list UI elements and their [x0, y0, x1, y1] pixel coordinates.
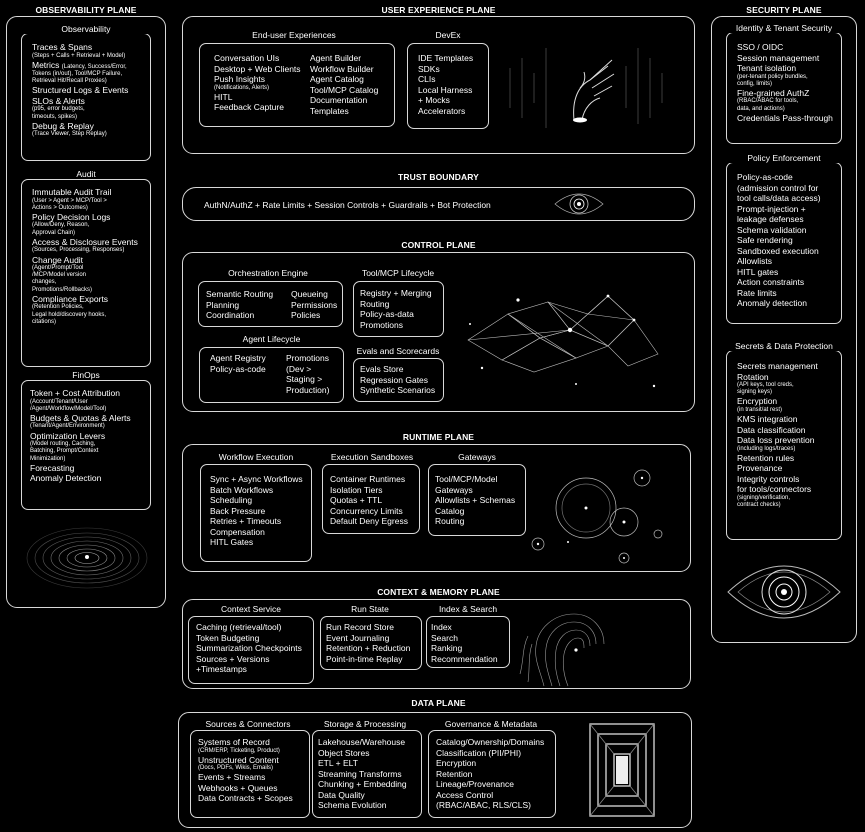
context-plane-title: CONTEXT & MEMORY PLANE — [377, 587, 500, 597]
list-item: Ranking — [431, 643, 463, 653]
list-item: ETL + ELT — [318, 758, 358, 768]
list-item: Anomaly detection — [737, 298, 807, 308]
tool-lifecycle-title: Tool/MCP Lifecycle — [361, 268, 435, 278]
devex-list — [418, 53, 473, 116]
list-item: Agent Registry — [210, 353, 266, 363]
governance-list — [436, 737, 544, 811]
tunnel-graphic — [576, 716, 672, 826]
sources-title: Sources & Connectors — [205, 719, 291, 729]
list-item: (Docs, PDFs, Wikis, Emails) — [198, 765, 273, 772]
runstate-list — [326, 622, 410, 664]
list-item: Prompt-injection + — [737, 203, 806, 214]
list-item: Scheduling — [210, 495, 253, 505]
list-item: SSO / OIDC — [737, 42, 784, 52]
list-item: HITL gates — [737, 266, 779, 277]
list-item: Policy-as-code — [737, 172, 793, 182]
list-item: Event Journaling — [326, 632, 390, 643]
list-item: Action constraints — [737, 277, 805, 287]
list-item: Summarization Checkpoints — [196, 643, 302, 653]
list-item: Lineage/Provenance — [436, 779, 514, 789]
list-item: KMS integration — [737, 414, 798, 425]
list-item: Policy-as-data — [360, 309, 414, 319]
runstate-title: Run State — [351, 604, 389, 614]
list-item: Budgets & Quotas & Alerts — [30, 412, 131, 423]
ux-plane-title: USER EXPERIENCE PLANE — [381, 5, 496, 15]
list-item: Promotions — [360, 319, 403, 330]
devex-title: DevEx — [435, 30, 461, 40]
identity-list — [737, 42, 833, 123]
list-item: Isolation Tiers — [330, 484, 383, 495]
list-item: (RBAC/ABAC, RLS/CLS) — [436, 800, 531, 810]
list-item: (signing/verification, — [737, 494, 791, 501]
robot-hand-graphic — [500, 28, 680, 140]
trust-boundary-text: AuthN/AuthZ + Rate Limits + Session Controls + Guardrails + Bot Protection — [204, 200, 491, 210]
workflow-list — [210, 474, 303, 548]
evals-list — [360, 364, 435, 396]
list-item: Fine-grained AuthZ — [737, 87, 810, 98]
agent-lifecycle-list-1 — [210, 353, 266, 374]
enduser-list-1 — [214, 53, 301, 113]
list-item: +Timestamps — [196, 664, 247, 674]
list-item: Schema Evolution — [318, 800, 387, 810]
list-item: SDKs — [418, 63, 440, 74]
context-service-title: Context Service — [221, 604, 281, 614]
list-item: config, limits) — [737, 80, 773, 87]
list-item: Systems of Record — [198, 737, 270, 747]
list-item: Sync + Async Workflows — [210, 474, 303, 484]
list-item: Secrets management — [737, 361, 818, 371]
index-list — [431, 622, 498, 664]
list-item: Templates — [310, 105, 349, 116]
list-item: (Model routing, Caching, — [30, 441, 96, 448]
list-item: HITL — [214, 91, 233, 102]
list-item: Streaming Transforms — [318, 768, 402, 779]
list-item: Legal hold/discovery hooks, — [32, 311, 107, 318]
list-item: Conversation UIs — [214, 53, 280, 63]
list-item: (Retention Policies, — [32, 304, 84, 311]
list-item: Change Audit — [32, 254, 84, 265]
list-item: Debug & Replay — [32, 120, 94, 131]
list-item: (Agent/Prompt/Tool — [32, 265, 84, 272]
list-item: /MCP/Model version — [32, 272, 87, 279]
list-item: Recommendation — [431, 653, 498, 664]
list-item: CLIs — [418, 74, 436, 84]
circles-graphic — [528, 462, 688, 566]
list-item: Container Runtimes — [330, 474, 406, 484]
enduser-title: End-user Experiences — [252, 30, 336, 40]
list-item: Queueing — [291, 289, 328, 299]
list-item: Metrics (Latency, Success/Error, — [32, 59, 127, 70]
list-item: Feedback Capture — [214, 102, 284, 113]
list-item: HITL Gates — [210, 537, 254, 547]
list-item: changes, — [32, 279, 57, 286]
list-item: Synthetic Scenarios — [360, 385, 436, 395]
list-item: Encryption — [436, 758, 477, 768]
list-item: Batching, Prompt/Context — [30, 448, 99, 455]
list-item: Unstructured Content — [198, 754, 279, 765]
list-item: Tokens (in/out), Tool/MCP Failure, — [32, 70, 123, 77]
list-item: Schema validation — [737, 224, 807, 235]
list-item: leakage defenses — [737, 214, 804, 224]
list-item: Batch Workflows — [210, 484, 274, 495]
list-item: Promotions — [286, 353, 329, 363]
list-item: Planning — [206, 299, 240, 310]
list-item: Accelerators — [418, 105, 466, 116]
mesh-graphic — [458, 262, 688, 402]
list-item: Point-in-time Replay — [326, 653, 403, 664]
gateways-list — [435, 474, 515, 527]
security-eye-icon — [724, 550, 844, 634]
list-item: (RBAC/ABAC for tools, — [737, 98, 799, 105]
list-item: Object Stores — [318, 747, 370, 758]
list-item: (Trace Viewer, Step Replay) — [32, 131, 107, 138]
index-title: Index & Search — [438, 604, 498, 614]
policy-section-title: Policy Enforcement — [722, 153, 846, 163]
policy-list — [737, 172, 821, 309]
list-item: Coordination — [206, 310, 255, 320]
list-item: (User > Agent > MCP/Tool > — [32, 197, 107, 204]
list-item: Provenance — [737, 463, 783, 474]
list-item: Access & Disclosure Events — [32, 236, 138, 247]
list-item: Agent Catalog — [310, 74, 364, 84]
list-item: Session management — [737, 52, 820, 63]
list-item: Registry + Merging — [360, 288, 432, 298]
list-item: Retention — [436, 768, 473, 779]
list-item: Optimization Levers — [30, 430, 106, 441]
list-item: Gateways — [435, 484, 473, 495]
list-item: Allowlists — [737, 256, 772, 266]
enduser-list-2 — [310, 53, 378, 116]
eye-icon — [551, 186, 607, 222]
list-item: Promotions/Rollbacks) — [32, 286, 93, 293]
orchestration-title: Orchestration Engine — [228, 268, 308, 278]
list-item: Structured Logs & Events — [32, 85, 129, 96]
evals-title: Evals and Scorecards — [356, 346, 440, 356]
context-service-list — [196, 622, 302, 675]
agent-lifecycle-title: Agent Lifecycle — [242, 334, 301, 344]
list-item: Rate limits — [737, 287, 777, 298]
list-item: citations) — [32, 318, 57, 325]
list-item: tool calls/data access) — [737, 193, 821, 203]
finops-list — [30, 388, 131, 484]
list-item: Tenant isolation — [737, 63, 797, 73]
list-item: Caching (retrieval/tool) — [196, 622, 282, 632]
list-item: Compliance Exports — [32, 293, 109, 304]
list-item: for tools/connectors — [737, 484, 812, 495]
secrets-section-title: Secrets & Data Protection — [722, 341, 846, 351]
list-item: Regression Gates — [360, 374, 429, 385]
observability-list — [32, 42, 128, 138]
list-item: Workflow Builder — [310, 63, 374, 74]
list-item: Integrity controls — [737, 473, 800, 484]
list-item: Catalog — [435, 505, 465, 516]
list-item: Search — [431, 632, 458, 643]
list-item: signing keys) — [737, 389, 773, 396]
list-item: /Agent/Workflow/Model/Tool) — [30, 405, 107, 412]
list-item: Routing — [360, 298, 390, 309]
list-item: Actions > Outcomes) — [32, 204, 88, 211]
list-item: Events + Streams — [198, 772, 266, 783]
list-item: (per-tenant policy bundles, — [737, 73, 808, 80]
list-item: Traces & Spans — [32, 42, 93, 52]
list-item: Run Record Store — [326, 622, 395, 632]
list-item: Concurrency Limits — [330, 505, 403, 516]
secrets-list — [737, 361, 818, 509]
list-item: Local Harness — [418, 84, 473, 95]
list-item: (Notifications, Alerts) — [214, 84, 270, 91]
list-item: (Steps + Calls + Retrieval + Model) — [32, 52, 126, 59]
storage-list — [318, 737, 407, 811]
orchestration-list-1 — [206, 289, 273, 321]
gateways-title: Gateways — [458, 452, 496, 462]
audit-section-title: Audit — [21, 169, 151, 179]
list-item: (in transit/at rest) — [737, 406, 783, 413]
observability-section-title: Observability — [21, 24, 151, 34]
list-item: Sandboxed execution — [737, 245, 819, 256]
governance-title: Governance & Metadata — [444, 719, 538, 729]
list-item: Token Budgeting — [196, 632, 260, 643]
list-item: Quotas + TTL — [330, 495, 383, 505]
list-item: (Tenant/Agent/Environment) — [30, 423, 105, 430]
list-item: Staging > — [286, 374, 323, 384]
list-item: Retrieval Hit/Recall Proxies) — [32, 78, 107, 85]
list-item: Forecasting — [30, 462, 75, 473]
list-item: Approval Chain) — [32, 229, 76, 236]
identity-section-title: Identity & Tenant Security — [722, 23, 846, 33]
list-item: contract checks) — [737, 502, 781, 509]
list-item: Safe rendering — [737, 235, 793, 245]
list-item: Encryption — [737, 396, 778, 407]
list-item: Evals Store — [360, 364, 404, 374]
finops-section-title: FinOps — [21, 370, 151, 380]
list-item: Classification (PII/PHI) — [436, 747, 522, 758]
security-plane-title: SECURITY PLANE — [746, 5, 822, 15]
list-item: Immutable Audit Trail — [32, 187, 112, 197]
list-item: Data Contracts + Scopes — [198, 793, 293, 804]
list-item: Tool/MCP/Model — [435, 474, 498, 484]
list-item: Policy Decision Logs — [32, 211, 111, 222]
list-item: Minimization) — [30, 455, 66, 462]
list-item: Back Pressure — [210, 505, 266, 516]
data-plane-title: DATA PLANE — [411, 698, 466, 708]
list-item: (Account/Tenant/User — [30, 398, 88, 405]
storage-title: Storage & Processing — [323, 719, 407, 729]
runtime-plane-title: RUNTIME PLANE — [402, 432, 475, 442]
list-item: Index — [431, 622, 452, 632]
list-item: Push Insights — [214, 74, 266, 84]
list-item: Catalog/Ownership/Domains — [436, 737, 545, 747]
list-item: Policies — [291, 310, 321, 320]
tool-lifecycle-list — [360, 288, 432, 330]
list-item: Token + Cost Attribution — [30, 388, 121, 398]
head-profile-graphic — [514, 600, 614, 688]
trust-boundary-title: TRUST BOUNDARY — [398, 172, 479, 182]
list-item: Policy-as-code — [210, 363, 266, 374]
list-item: Retention rules — [737, 452, 795, 463]
list-item: Agent Builder — [310, 53, 362, 63]
list-item: (p95, error budgets, — [32, 106, 85, 113]
list-item: (CRM/ERP, Ticketing, Product) — [198, 747, 280, 754]
list-item: Data classification — [737, 424, 806, 435]
list-item: Anomaly Detection — [30, 473, 102, 484]
list-item: Retries + Timeouts — [210, 516, 282, 526]
list-item: Sources + Versions — [196, 653, 270, 664]
list-item: (Sources, Processing, Responses) — [32, 247, 125, 254]
sandboxes-title: Execution Sandboxes — [330, 452, 414, 462]
list-item: + Mocks — [418, 95, 450, 105]
list-item: Semantic Routing — [206, 289, 274, 299]
list-item: Lakehouse/Warehouse — [318, 737, 406, 747]
list-item: timeouts, spikes) — [32, 113, 78, 120]
list-item: SLOs & Alerts — [32, 95, 85, 106]
orchestration-list-2 — [291, 289, 337, 321]
list-item: (API keys, tool creds, — [737, 382, 794, 388]
list-item: Retention + Reduction — [326, 643, 411, 653]
list-item: Access Control — [436, 789, 494, 800]
list-item: Credentials Pass-through — [737, 112, 833, 123]
list-item: (including logs/traces) — [737, 445, 796, 452]
list-item: Allowlists + Schemas — [435, 495, 516, 505]
list-item: Production) — [286, 384, 330, 395]
list-item: (admission control for — [737, 182, 819, 193]
list-item: (Dev > — [286, 363, 312, 374]
control-plane-title: CONTROL PLANE — [401, 240, 476, 250]
list-item: Tool/MCP Catalog — [310, 84, 379, 95]
agent-lifecycle-list-2 — [286, 353, 329, 395]
list-item-note: (Latency, Success/Error, — [61, 63, 127, 70]
list-item: (Allow/Deny, Reason, — [32, 222, 90, 229]
list-item: Data loss prevention — [737, 435, 815, 446]
audit-list — [32, 187, 138, 326]
list-item: Data Quality — [318, 789, 365, 800]
workflow-title: Workflow Execution — [218, 452, 294, 462]
list-item: Compensation — [210, 526, 265, 537]
sandboxes-list — [330, 474, 408, 527]
list-item: Routing — [435, 516, 465, 526]
list-item: IDE Templates — [418, 53, 474, 63]
list-item: Permissions — [291, 299, 338, 310]
list-item: Documentation — [310, 95, 368, 105]
observability-plane-title: OBSERVABILITY PLANE — [35, 5, 137, 15]
list-item: Rotation — [737, 371, 769, 382]
vortex-graphic — [20, 520, 154, 596]
list-item: data, and actions) — [737, 105, 785, 112]
list-item: Default Deny Egress — [330, 516, 408, 526]
list-item: Desktop + Web Clients — [214, 63, 301, 74]
sources-list — [198, 737, 293, 804]
list-item: Webhooks + Queues — [198, 782, 278, 793]
list-item: Chunking + Embedding — [318, 779, 407, 789]
